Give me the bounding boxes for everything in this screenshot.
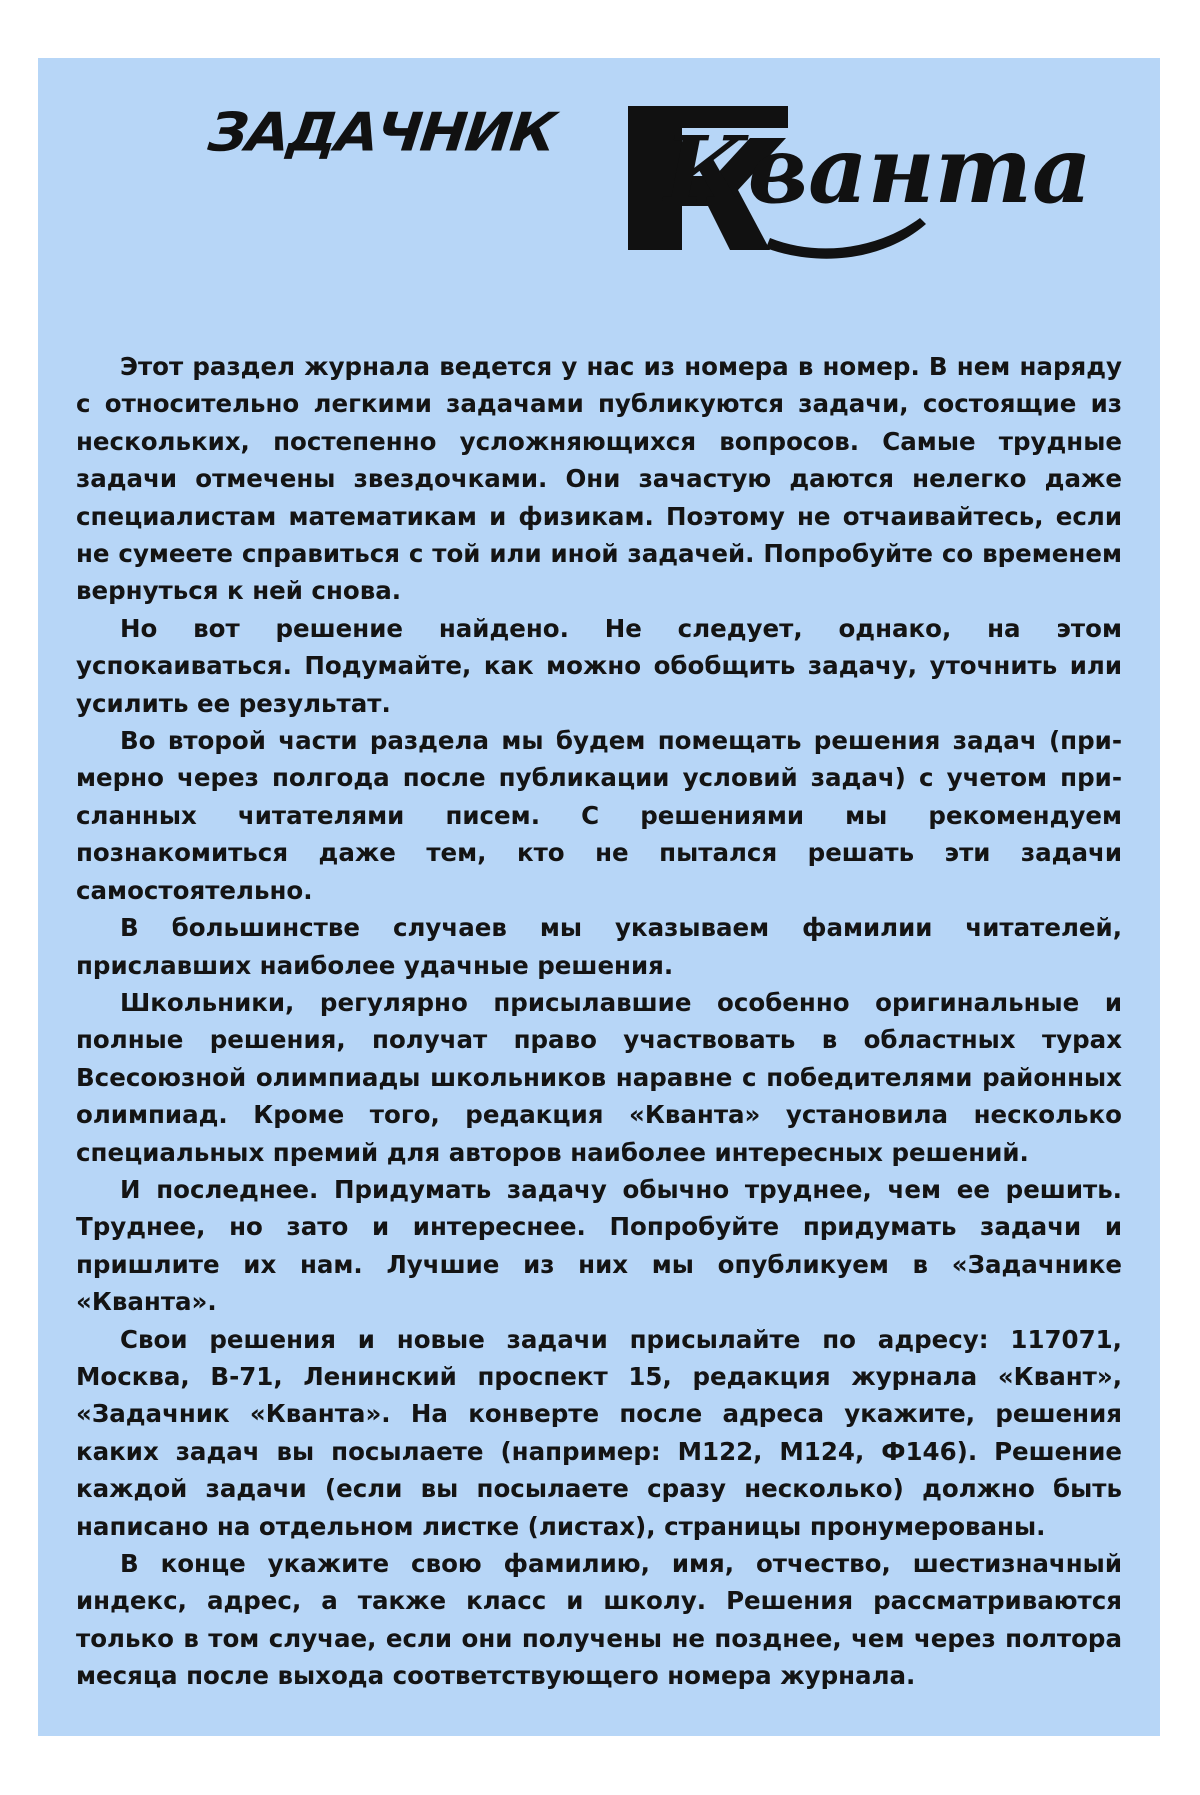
kvant-logo-graphic bbox=[620, 98, 1092, 258]
paragraph: Этот раздел журнала ведется у нас из номера в номер. В нем наряду с относительно легкими задачами публикуются задачи, состоящие из нескольких, постепенно усложняющихся вопросов. Самые трудные задачи отмечены звездочками. Они зачастую даются нелегко даже специалистам математикам и физикам. Поэтому не отчаивайтесь, если не сумеете справиться с той или иной задачей. Попробуйте со временем вернуться к ней снова. bbox=[76, 352, 1122, 606]
paragraph: В большинстве случаев мы указываем фамилии читателей, приславших наиболее удачные решения. bbox=[76, 913, 1122, 980]
section-title: ЗАДАЧНИК bbox=[205, 102, 558, 164]
paragraph: Свои решения и новые задачи присылайте по адресу: 117071, Москва, В-71, Ленинский проспект 15, редакция журнала «Квант», «Задачник «Кванта». На конверте после адреса укажите, решения каких задач вы посылаете (например: М122, М124, Ф146). Решение каждой задачи (если вы посылаете сразу несколько) должно быть написано на отдельном листке (листах), страницы пронумерованы. bbox=[76, 1324, 1122, 1541]
kvant-logo bbox=[620, 98, 1092, 258]
intro-article bbox=[76, 348, 1122, 1695]
section-header bbox=[38, 58, 1160, 318]
paragraph: Школьники, регулярно присылавшие особенно оригинальные и полные решения, получат право участвовать в областных турах Всесоюзной олимпиады школьников наравне с победителями районных олимпиад. Кроме того, редакция «Кванта» установила несколько специальных премий для авторов наиболее интересных решений. bbox=[76, 987, 1122, 1167]
page-panel bbox=[38, 58, 1160, 1736]
paragraph: Но вот решение найдено. Не следует, однако, на этом успокаиваться. Подумайте, как можно обобщить задачу, уточнить или усилить ее результат. bbox=[76, 613, 1122, 718]
paragraph: Во второй части раздела мы будем помещать решения задач (примерно через полгода после публикации условий задач) с учетом присланных читателями писем. С решениями мы рекомендуем познакомиться даже тем, кто не пытался решать эти задачи самостоятельно. bbox=[76, 726, 1122, 905]
paragraph: И последнее. Придумать задачу обычно труднее, чем ее решить. Труднее, но зато и интереснее. Попробуйте придумать задачи и пришлите их нам. Лучшие из них мы опубликуем в «Задачнике «Кванта». bbox=[76, 1174, 1122, 1317]
paragraph: В конце укажите свою фамилию, имя, отчество, шестизначный индекс, адрес, а также класс и школу. Решения рассматриваются только в том случае, если они получены не позднее, чем через полтора месяца после выхода соответствующего номера журнала. bbox=[76, 1549, 1122, 1691]
logo-word: Кванта bbox=[664, 116, 1092, 224]
